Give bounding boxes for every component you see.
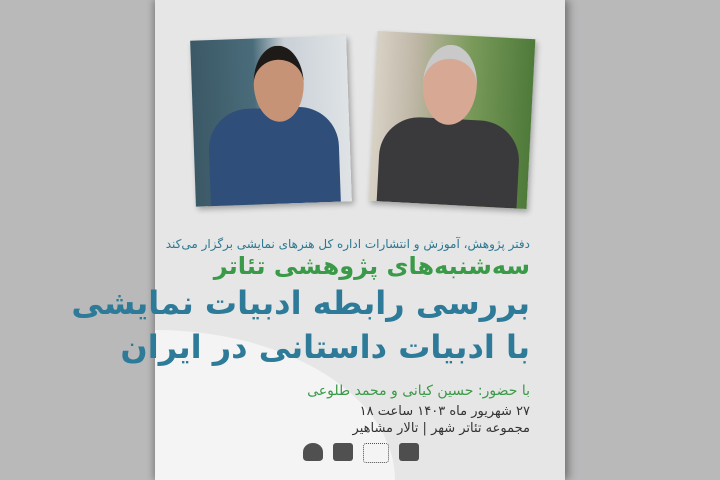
organizer-text: دفتر پژوهش، آموزش و انتشارات اداره کل هنرهای نمایشی برگزار می‌کند bbox=[165, 237, 530, 251]
speaker-photo-right bbox=[369, 31, 536, 209]
guests-text: با حضور: حسین کیانی و محمد طلوعی bbox=[307, 383, 530, 399]
dramatic-arts-logo-icon bbox=[399, 443, 419, 461]
series-title: سه‌شنبه‌های پژوهشی تئاتر bbox=[213, 252, 530, 280]
date-time-text: ۲۷ شهریور ماه ۱۴۰۳ ساعت ۱۸ bbox=[359, 404, 530, 419]
publisher-logo-icon bbox=[333, 443, 353, 461]
theater-logo-icon bbox=[303, 443, 323, 461]
event-title-line-1: بررسی رابطه ادبیات نمایشی bbox=[71, 284, 530, 322]
sponsor-logos bbox=[303, 443, 419, 463]
event-title-line-2: با ادبیات داستانی در ایران bbox=[120, 328, 530, 366]
speaker-photo-left bbox=[190, 35, 352, 206]
event-poster bbox=[71, 0, 565, 480]
calligraphy-logo-icon bbox=[363, 443, 389, 463]
venue-text: مجموعه تئاتر شهر | تالار مشاهیر bbox=[352, 421, 530, 436]
